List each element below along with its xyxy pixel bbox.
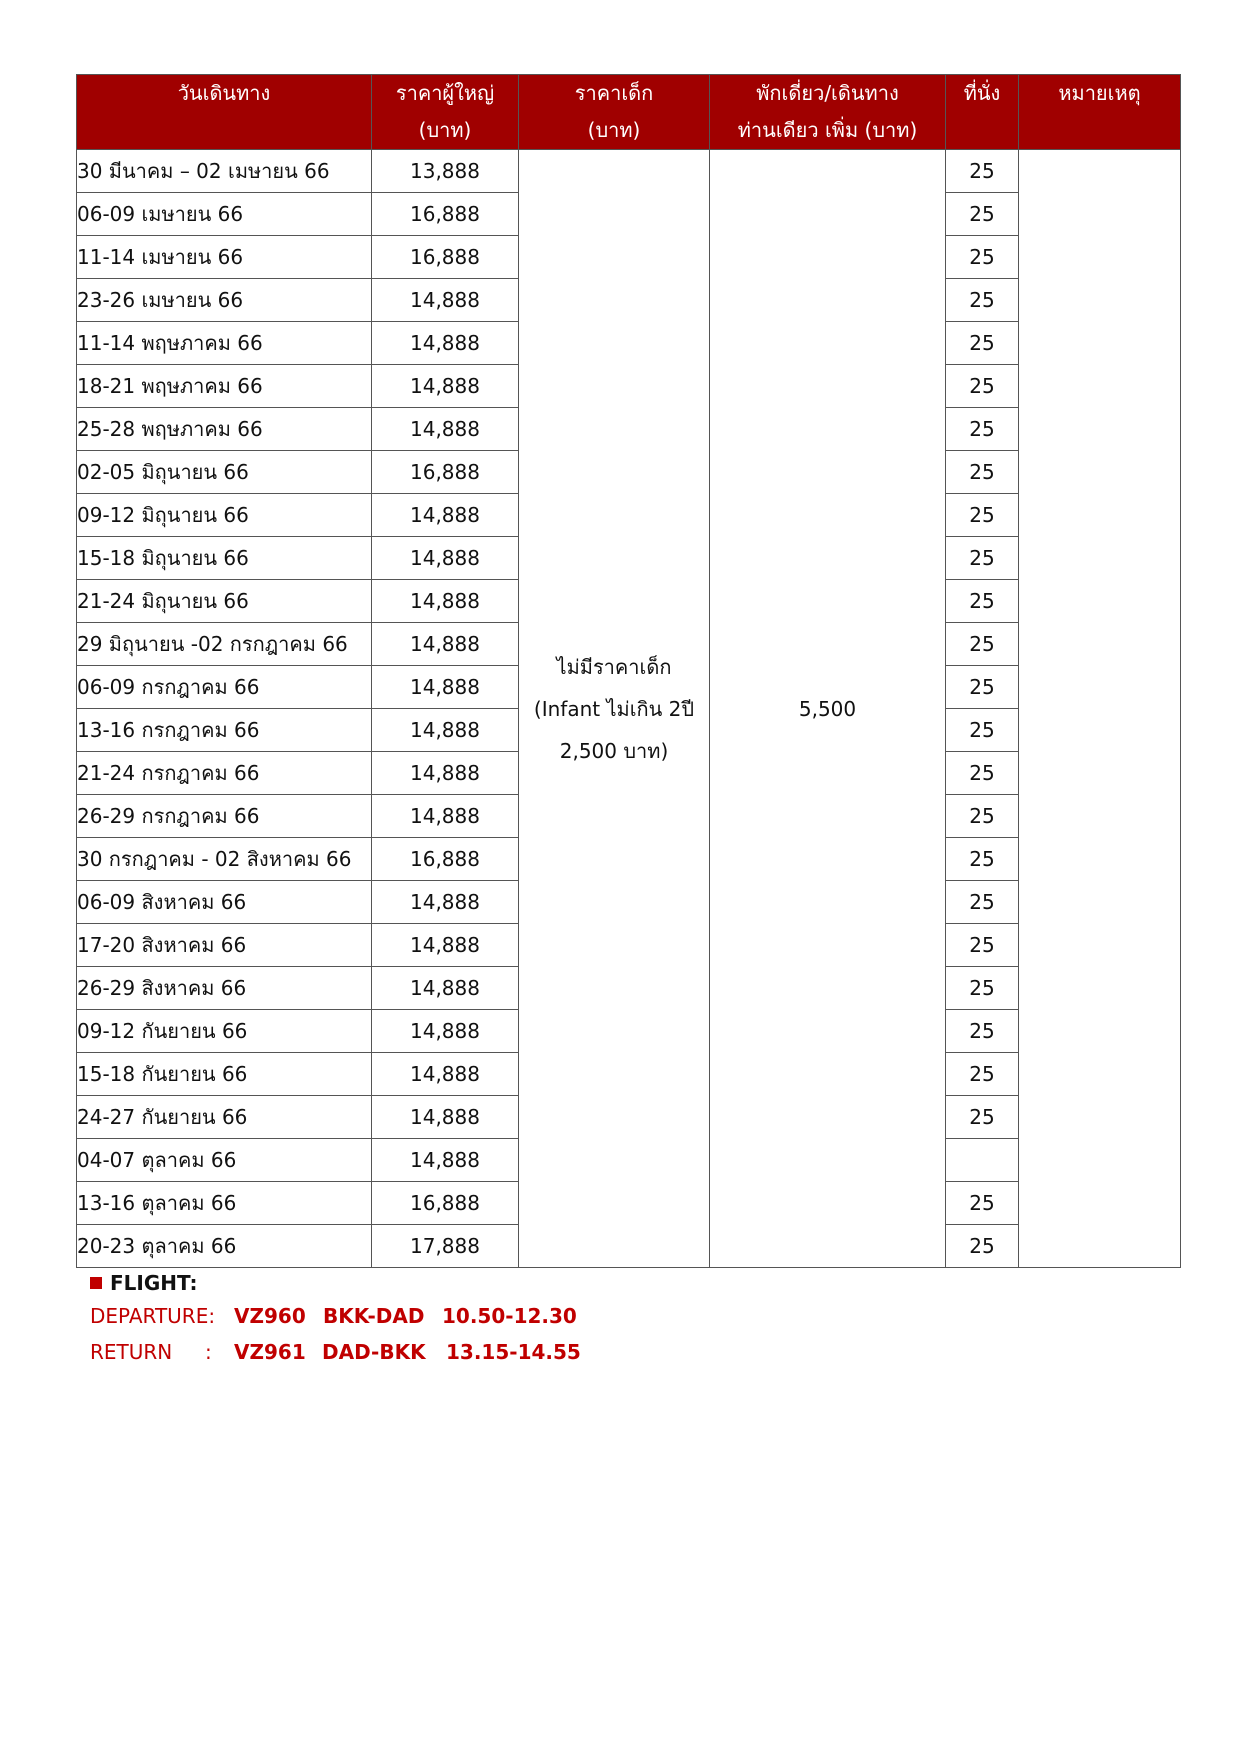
seats-cell: 25 [946, 838, 1019, 881]
adult-price-cell: 14,888 [372, 967, 519, 1010]
adult-price-cell: 16,888 [372, 451, 519, 494]
adult-price-cell: 14,888 [372, 494, 519, 537]
seats-cell: 25 [946, 1010, 1019, 1053]
adult-price-cell: 16,888 [372, 838, 519, 881]
travel-date-cell: 15-18 มิถุนายน 66 [77, 537, 372, 580]
seats-cell: 25 [946, 236, 1019, 279]
adult-price-cell: 14,888 [372, 795, 519, 838]
single-supplement-cell: 5,500 [710, 150, 946, 1268]
return-flight-row [90, 1334, 581, 1370]
seats-cell: 25 [946, 623, 1019, 666]
travel-date-cell: 06-09 เมษายน 66 [77, 193, 372, 236]
header-seats: ที่นั่ง [946, 75, 1019, 150]
child-price-cell [519, 150, 710, 1268]
adult-price-cell: 17,888 [372, 1225, 519, 1268]
travel-date-cell: 13-16 ตุลาคม 66 [77, 1182, 372, 1225]
adult-price-cell: 14,888 [372, 881, 519, 924]
adult-price-cell: 14,888 [372, 1053, 519, 1096]
return-colon: : [205, 1340, 212, 1364]
adult-price-cell: 16,888 [372, 236, 519, 279]
travel-date-cell: 15-18 กันยายน 66 [77, 1053, 372, 1096]
departure-label: DEPARTURE: [90, 1304, 216, 1328]
seats-cell: 25 [946, 881, 1019, 924]
adult-price-cell: 14,888 [372, 924, 519, 967]
return-route: DAD-BKK [322, 1340, 426, 1364]
return-flight-code: VZ961 [234, 1340, 306, 1364]
travel-date-cell: 24-27 กันยายน 66 [77, 1096, 372, 1139]
travel-date-cell: 02-05 มิถุนายน 66 [77, 451, 372, 494]
header-single-supplement: พักเดี่ยว/เดินทาง ท่านเดียว เพิ่ม (บาท) [710, 75, 946, 150]
adult-price-cell: 16,888 [372, 193, 519, 236]
travel-date-cell: 29 มิถุนายน -02 กรกฎาคม 66 [77, 623, 372, 666]
travel-date-cell: 18-21 พฤษภาคม 66 [77, 365, 372, 408]
adult-price-cell: 14,888 [372, 1096, 519, 1139]
seats-cell: 25 [946, 494, 1019, 537]
travel-date-cell: 23-26 เมษายน 66 [77, 279, 372, 322]
table-row [77, 150, 1181, 193]
seats-cell: 25 [946, 365, 1019, 408]
table-body [77, 150, 1181, 1268]
flight-title-text: FLIGHT: [110, 1271, 198, 1295]
travel-date-cell: 20-23 ตุลาคม 66 [77, 1225, 372, 1268]
travel-date-cell: 09-12 มิถุนายน 66 [77, 494, 372, 537]
adult-price-cell: 14,888 [372, 1139, 519, 1182]
seats-cell: 25 [946, 709, 1019, 752]
adult-price-cell: 14,888 [372, 666, 519, 709]
flight-info [90, 1268, 581, 1370]
travel-date-cell: 17-20 สิงหาคม 66 [77, 924, 372, 967]
travel-date-cell: 11-14 เมษายน 66 [77, 236, 372, 279]
seats-cell: 25 [946, 1225, 1019, 1268]
seats-cell: 25 [946, 193, 1019, 236]
seats-cell: 25 [946, 451, 1019, 494]
travel-date-cell: 04-07 ตุลาคม 66 [77, 1139, 372, 1182]
child-note-line: ไม่มีราคาเด็ก [556, 654, 672, 679]
tour-price-table [76, 74, 1181, 1268]
seats-cell: 25 [946, 408, 1019, 451]
travel-date-cell: 26-29 กรกฎาคม 66 [77, 795, 372, 838]
adult-price-cell: 14,888 [372, 537, 519, 580]
seats-cell: 25 [946, 1182, 1019, 1225]
departure-flight-code: VZ960 [234, 1304, 306, 1328]
adult-price-cell: 14,888 [372, 752, 519, 795]
adult-price-cell: 14,888 [372, 1010, 519, 1053]
travel-date-cell: 11-14 พฤษภาคม 66 [77, 322, 372, 365]
header-adult-price: ราคาผู้ใหญ่ (บาท) [372, 75, 519, 150]
seats-cell: 25 [946, 322, 1019, 365]
return-time: 13.15-14.55 [446, 1340, 581, 1364]
adult-price-cell: 14,888 [372, 709, 519, 752]
adult-price-cell: 14,888 [372, 365, 519, 408]
seats-cell: 25 [946, 666, 1019, 709]
adult-price-cell: 13,888 [372, 150, 519, 193]
departure-route: BKK-DAD [323, 1304, 425, 1328]
bullet-square-icon [90, 1277, 102, 1289]
adult-price-cell: 14,888 [372, 279, 519, 322]
seats-cell [946, 1139, 1019, 1182]
adult-price-cell: 14,888 [372, 322, 519, 365]
child-price-note [519, 646, 709, 772]
seats-cell: 25 [946, 279, 1019, 322]
travel-date-cell: 06-09 สิงหาคม 66 [77, 881, 372, 924]
flight-title [90, 1268, 198, 1298]
seats-cell: 25 [946, 795, 1019, 838]
departure-flight-row [90, 1298, 577, 1334]
seats-cell: 25 [946, 967, 1019, 1010]
header-child-price: ราคาเด็ก (บาท) [519, 75, 710, 150]
seats-cell: 25 [946, 580, 1019, 623]
travel-date-cell: 09-12 กันยายน 66 [77, 1010, 372, 1053]
return-label: RETURN [90, 1340, 173, 1364]
adult-price-cell: 14,888 [372, 408, 519, 451]
seats-cell: 25 [946, 752, 1019, 795]
travel-date-cell: 25-28 พฤษภาคม 66 [77, 408, 372, 451]
travel-date-cell: 21-24 มิถุนายน 66 [77, 580, 372, 623]
header-remark: หมายเหตุ [1019, 75, 1181, 150]
seats-cell: 25 [946, 924, 1019, 967]
travel-date-cell: 30 กรกฎาคม - 02 สิงหาคม 66 [77, 838, 372, 881]
travel-date-cell: 06-09 กรกฎาคม 66 [77, 666, 372, 709]
seats-cell: 25 [946, 537, 1019, 580]
adult-price-cell: 14,888 [372, 580, 519, 623]
adult-price-cell: 14,888 [372, 623, 519, 666]
departure-time: 10.50-12.30 [442, 1304, 577, 1328]
travel-date-cell: 30 มีนาคม – 02 เมษายน 66 [77, 150, 372, 193]
table-header-row [77, 75, 1181, 150]
child-note-line: (Infant ไม่เกิน 2ปี [533, 696, 695, 721]
travel-date-cell: 26-29 สิงหาคม 66 [77, 967, 372, 1010]
travel-date-cell: 21-24 กรกฎาคม 66 [77, 752, 372, 795]
seats-cell: 25 [946, 150, 1019, 193]
seats-cell: 25 [946, 1053, 1019, 1096]
seats-cell: 25 [946, 1096, 1019, 1139]
adult-price-cell: 16,888 [372, 1182, 519, 1225]
header-travel-date: วันเดินทาง [77, 75, 372, 150]
remark-cell [1019, 150, 1181, 1268]
child-note-line: 2,500 บาท) [559, 738, 669, 763]
travel-date-cell: 13-16 กรกฎาคม 66 [77, 709, 372, 752]
